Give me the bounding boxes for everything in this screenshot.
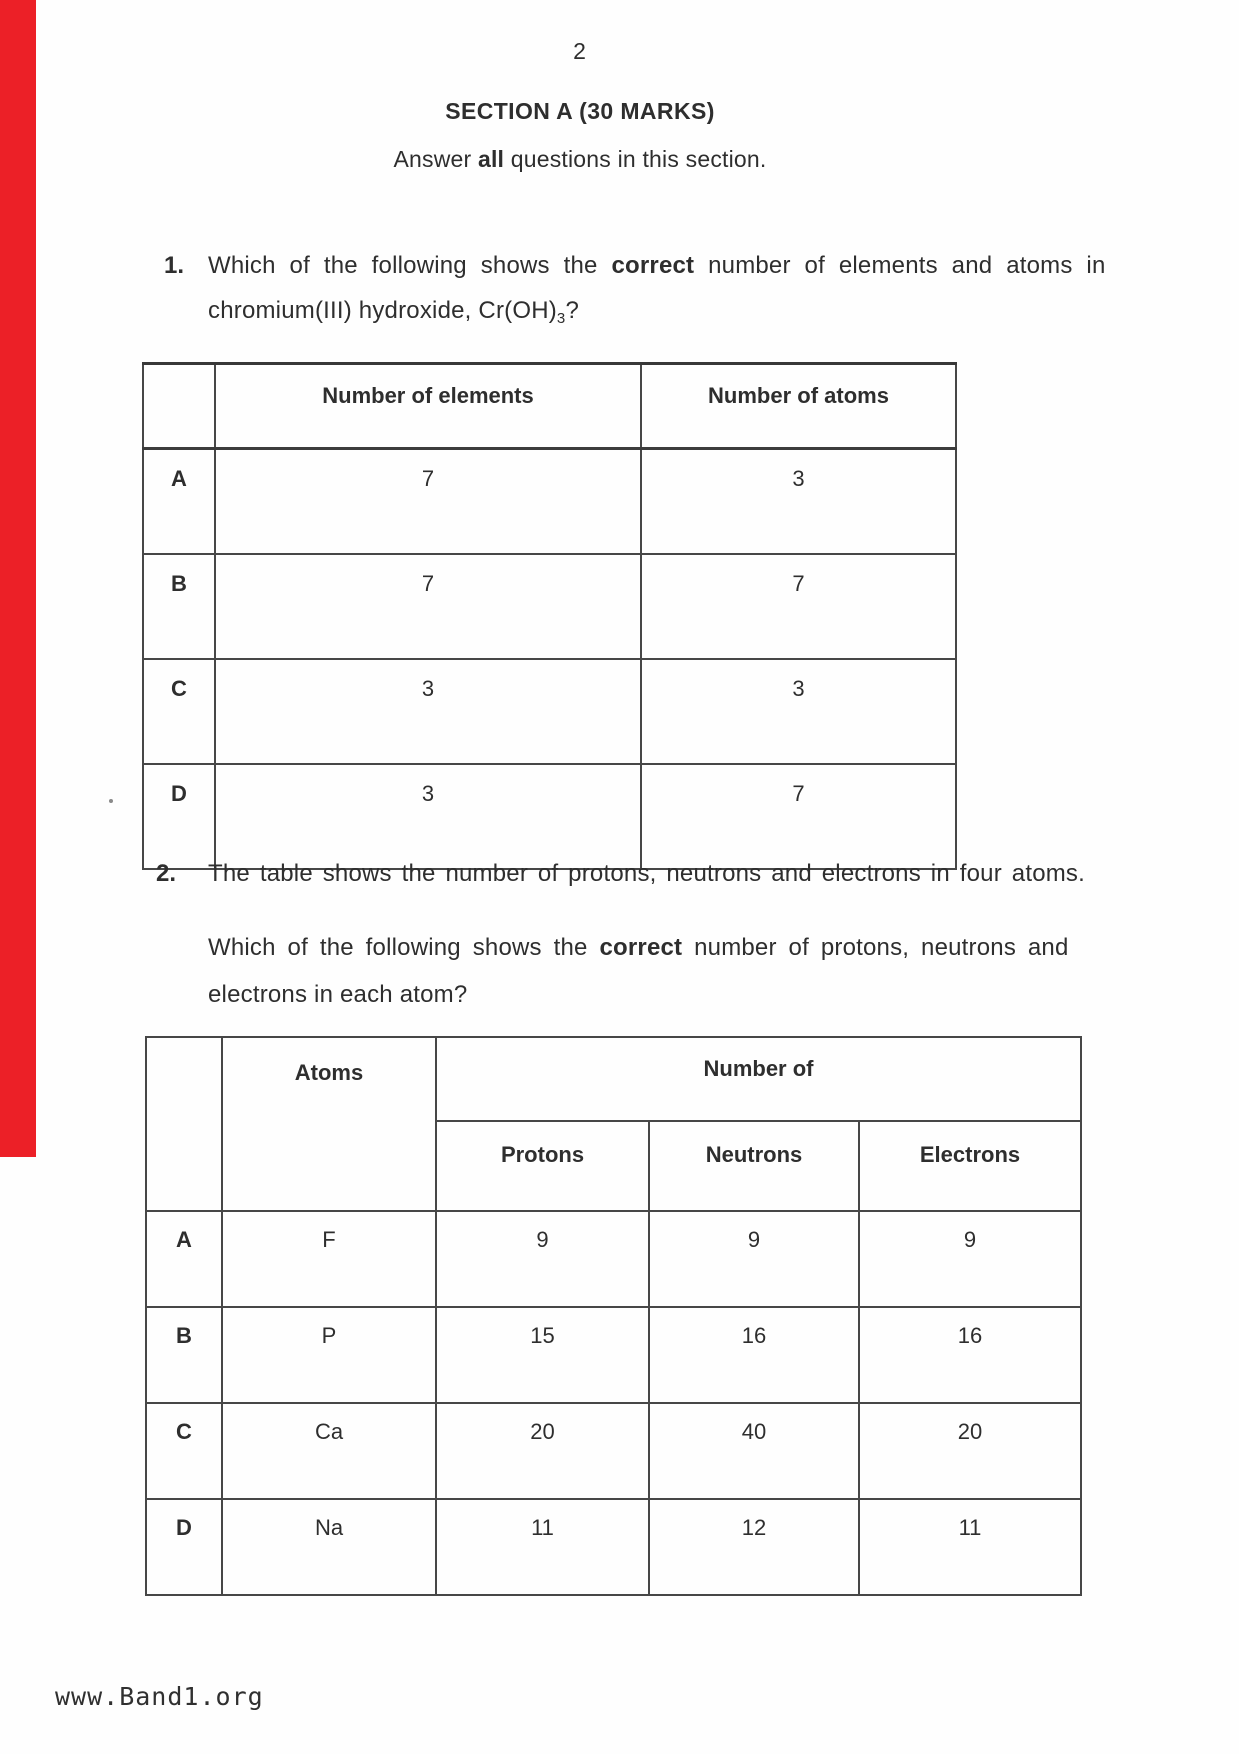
t2-row-label: A — [146, 1211, 222, 1307]
instruction-text-post: questions in this section. — [504, 146, 767, 172]
t1-cell-elements: 7 — [215, 554, 641, 659]
t2-header-row-1 — [146, 1037, 1081, 1121]
t1-header-row — [143, 364, 956, 449]
t2-cell-protons: 20 — [436, 1403, 649, 1499]
q1-formula-post: ? — [565, 297, 580, 324]
table-row — [146, 1403, 1081, 1499]
instruction-text-bold: all — [477, 146, 505, 172]
t2-cell-electrons: 20 — [859, 1403, 1081, 1499]
t2-cell-atom: P — [222, 1307, 436, 1403]
t2-cell-atom: Na — [222, 1499, 436, 1595]
table-row — [143, 764, 956, 869]
t1-corner-cell — [143, 364, 215, 449]
question-2-line-1: The table shows the number of protons, neutrons and electrons in four atoms. — [208, 860, 1085, 887]
instruction-text-pre: Answer — [393, 146, 478, 172]
t2-cell-neutrons: 40 — [649, 1403, 859, 1499]
t2-row-label: B — [146, 1307, 222, 1403]
q2-line2-pre: Which of the following shows the — [208, 934, 600, 961]
t2-row-label: D — [146, 1499, 222, 1595]
t2-cell-electrons: 11 — [859, 1499, 1081, 1595]
t2-corner-cell — [146, 1037, 222, 1211]
question-1-line-2 — [208, 297, 579, 325]
t2-row-label: C — [146, 1403, 222, 1499]
q1-line1-pre: Which of the following shows the — [208, 252, 612, 279]
table-row — [143, 449, 956, 555]
t1-row-label: B — [143, 554, 215, 659]
question-2-line-3: electrons in each atom? — [208, 981, 468, 1008]
t1-cell-atoms: 7 — [641, 764, 956, 869]
t2-subheader-neutrons: Neutrons — [649, 1121, 859, 1211]
t1-cell-atoms: 7 — [641, 554, 956, 659]
t2-cell-electrons: 16 — [859, 1307, 1081, 1403]
t2-cell-neutrons: 16 — [649, 1307, 859, 1403]
t2-cell-electrons: 9 — [859, 1211, 1081, 1307]
t1-cell-elements: 3 — [215, 764, 641, 869]
table-row — [143, 554, 956, 659]
table-row — [143, 659, 956, 764]
t2-cell-neutrons: 12 — [649, 1499, 859, 1595]
t2-cell-neutrons: 9 — [649, 1211, 859, 1307]
t1-cell-elements: 3 — [215, 659, 641, 764]
t1-row-label: C — [143, 659, 215, 764]
question-1-table — [142, 362, 957, 870]
t2-cell-protons: 9 — [436, 1211, 649, 1307]
question-1-line-1 — [208, 252, 1106, 280]
q2-line2-bold: correct — [599, 934, 683, 961]
question-2-number: 2. — [156, 860, 177, 887]
t1-cell-atoms: 3 — [641, 449, 956, 555]
t1-row-label: D — [143, 764, 215, 869]
section-title: SECTION A (30 MARKS) — [445, 98, 715, 124]
t1-cell-elements: 7 — [215, 449, 641, 555]
t2-subheader-electrons: Electrons — [859, 1121, 1081, 1211]
table-row — [146, 1499, 1081, 1595]
q1-formula-pre: chromium(III) hydroxide, Cr(OH) — [208, 297, 557, 324]
t2-cell-protons: 11 — [436, 1499, 649, 1595]
question-2-table — [145, 1036, 1082, 1596]
scan-speck — [109, 799, 113, 803]
question-1-number: 1. — [164, 252, 185, 279]
footer-watermark: www.Band1.org — [55, 1682, 264, 1711]
scanner-edge-strip — [0, 0, 36, 1157]
q1-line1-post: number of elements and atoms in — [694, 252, 1106, 279]
page-number: 2 — [573, 38, 587, 64]
question-2-line-2 — [208, 934, 1069, 962]
t2-header-atoms: Atoms — [222, 1037, 436, 1211]
t2-cell-protons: 15 — [436, 1307, 649, 1403]
table-row — [146, 1211, 1081, 1307]
t1-row-label: A — [143, 449, 215, 555]
t1-header-atoms: Number of atoms — [641, 364, 956, 449]
section-instruction — [0, 146, 1160, 173]
q2-line2-post: number of protons, neutrons and — [682, 934, 1069, 961]
t1-header-elements: Number of elements — [215, 364, 641, 449]
q1-line1-bold: correct — [611, 252, 695, 279]
t2-header-numberof: Number of — [436, 1037, 1081, 1121]
q1-formula-subscript: 3 — [556, 310, 566, 327]
t2-cell-atom: F — [222, 1211, 436, 1307]
table-row — [146, 1307, 1081, 1403]
t1-cell-atoms: 3 — [641, 659, 956, 764]
t2-cell-atom: Ca — [222, 1403, 436, 1499]
t2-subheader-protons: Protons — [436, 1121, 649, 1211]
